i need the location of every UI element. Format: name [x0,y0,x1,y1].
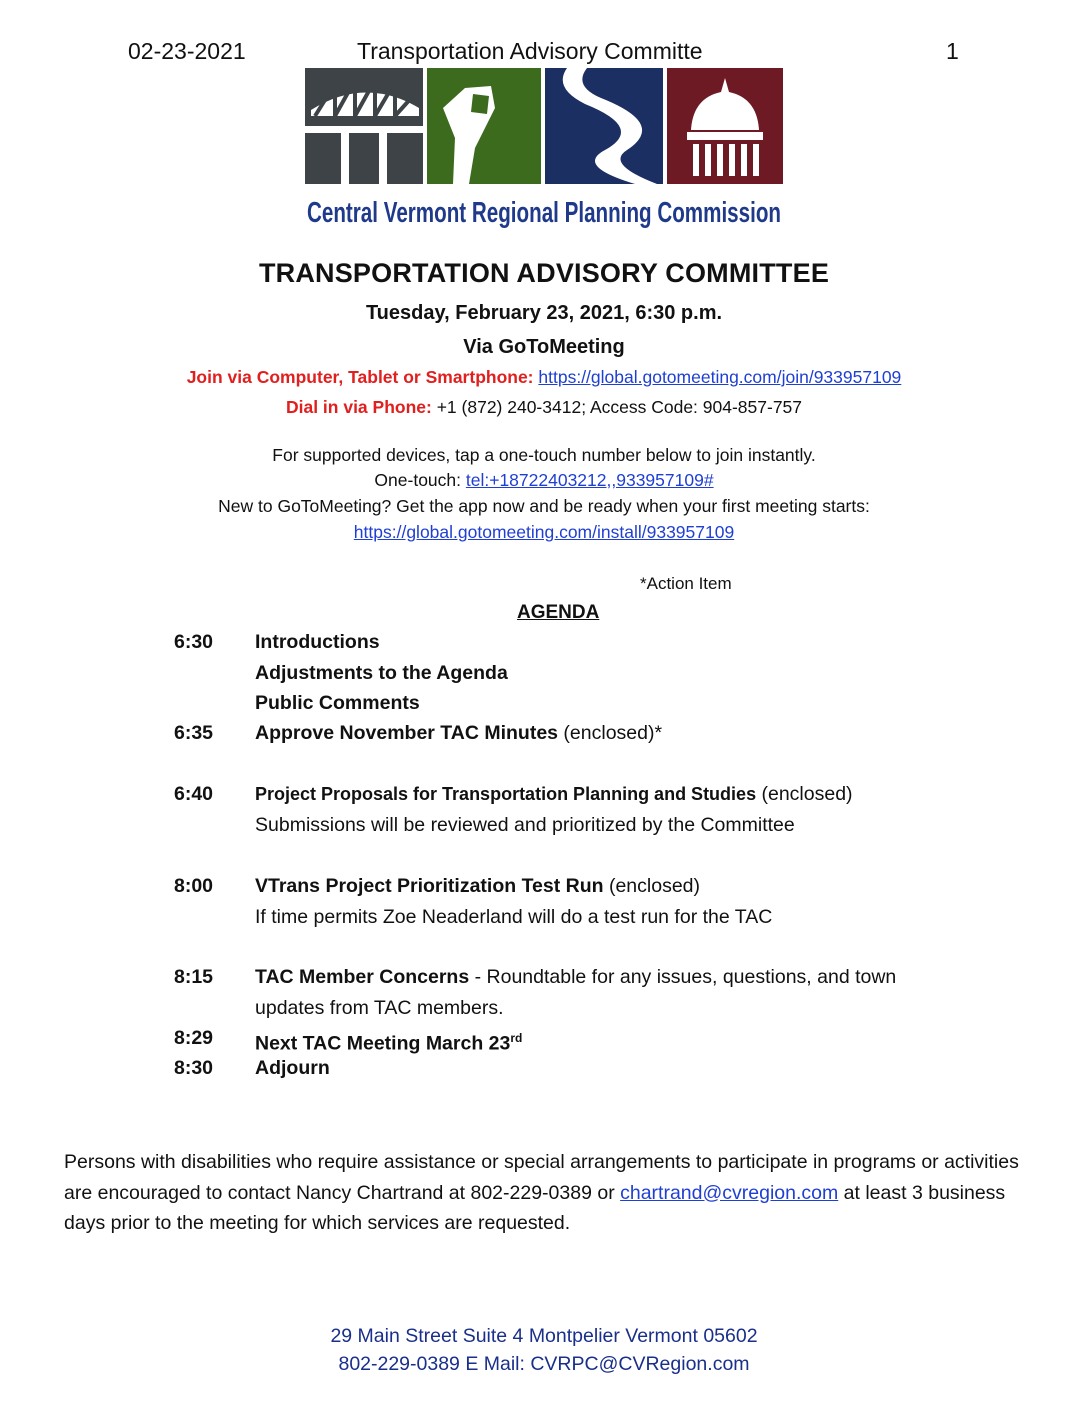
action-item-note: *Action Item [640,574,732,593]
agenda-item: VTrans Project Prioritization Test Run (enclosed) If time permits Zoe Neaderland will do a test run for the TAC [255,875,773,928]
logo-graphic [305,68,783,236]
page-title: TRANSPORTATION ADVISORY COMMITTEE [258,258,830,288]
header-title: Transportation Advisory Committe [357,38,703,64]
install-line [0,522,1088,543]
agenda-item: Next TAC Meeting March 23rd [255,1031,523,1055]
agenda-time: 8:15 [174,966,214,988]
agenda-heading: AGENDA [517,602,600,623]
agenda-item: Public Comments [255,692,420,714]
dial-label: Dial in via Phone: [285,397,432,417]
footer-address: 29 Main Street Suite 4 Montpelier Vermont 05602 [330,1325,758,1347]
onetouch-label: One-touch: [374,470,466,490]
header-page-number: 1 [946,38,959,64]
header-date: 02-23-2021 [128,38,246,64]
agenda-item: Approve November TAC Minutes (enclosed)* [255,722,663,744]
agenda-item: Introductions [255,631,380,653]
agenda-time: 6:40 [174,783,214,805]
join-line [0,367,1088,388]
accessibility-notice: Persons with disabilities who require assistance or special arrangements to participate in programs or activities are encouraged to contact Nancy Chartrand at 802-229-0389 or chartrand@cvregion.com at least 3 business days prior to the meeting for which services are requested. [64,1151,1019,1234]
devices-text: For supported devices, tap a one-touch number below to join instantly. [272,445,816,465]
agenda-time: 6:35 [174,722,214,744]
meeting-datetime: Tuesday, February 23, 2021, 6:30 p.m. [365,302,723,324]
agenda-time: 8:00 [174,875,214,897]
footer-contact: 802-229-0389 E Mail: CVRPC@CVRegion.com [338,1353,750,1375]
agenda-time: 6:30 [174,631,214,653]
join-link[interactable]: https://global.gotomeeting.com/join/933957109 [538,367,902,387]
dial-line [0,397,1088,418]
onetouch-link[interactable]: tel:+18722403212,,933957109# [465,470,714,490]
install-link[interactable]: https://global.gotomeeting.com/install/933957109 [353,522,735,542]
agenda-time: 8:29 [174,1027,214,1049]
agenda-item: Adjustments to the Agenda [255,662,508,684]
logo-wordmark: Central Vermont Regional Planning Commission [307,197,781,229]
agenda-item: Project Proposals for Transportation Planning and Studies (enclosed) Submissions will be reviewed and prioritized by the Committee [255,783,853,836]
agenda-time: 8:30 [174,1057,214,1079]
join-label: Join via Computer, Tablet or Smartphone: [186,367,534,387]
agenda-item: TAC Member Concerns - Roundtable for any issues, questions, and town updates from TAC members. [255,966,897,1019]
meeting-via: Via GoToMeeting [463,336,625,358]
dial-text: +1 (872) 240-3412; Access Code: 904-857-757 [431,397,803,417]
contact-email-link[interactable]: chartrand@cvregion.com [620,1181,839,1204]
new-user-text: New to GoToMeeting? Get the app now and be ready when your first meeting starts: [218,496,870,516]
agenda-item: Adjourn [255,1057,330,1079]
cvrpc-logo [305,68,783,236]
onetouch-line [0,470,1088,491]
